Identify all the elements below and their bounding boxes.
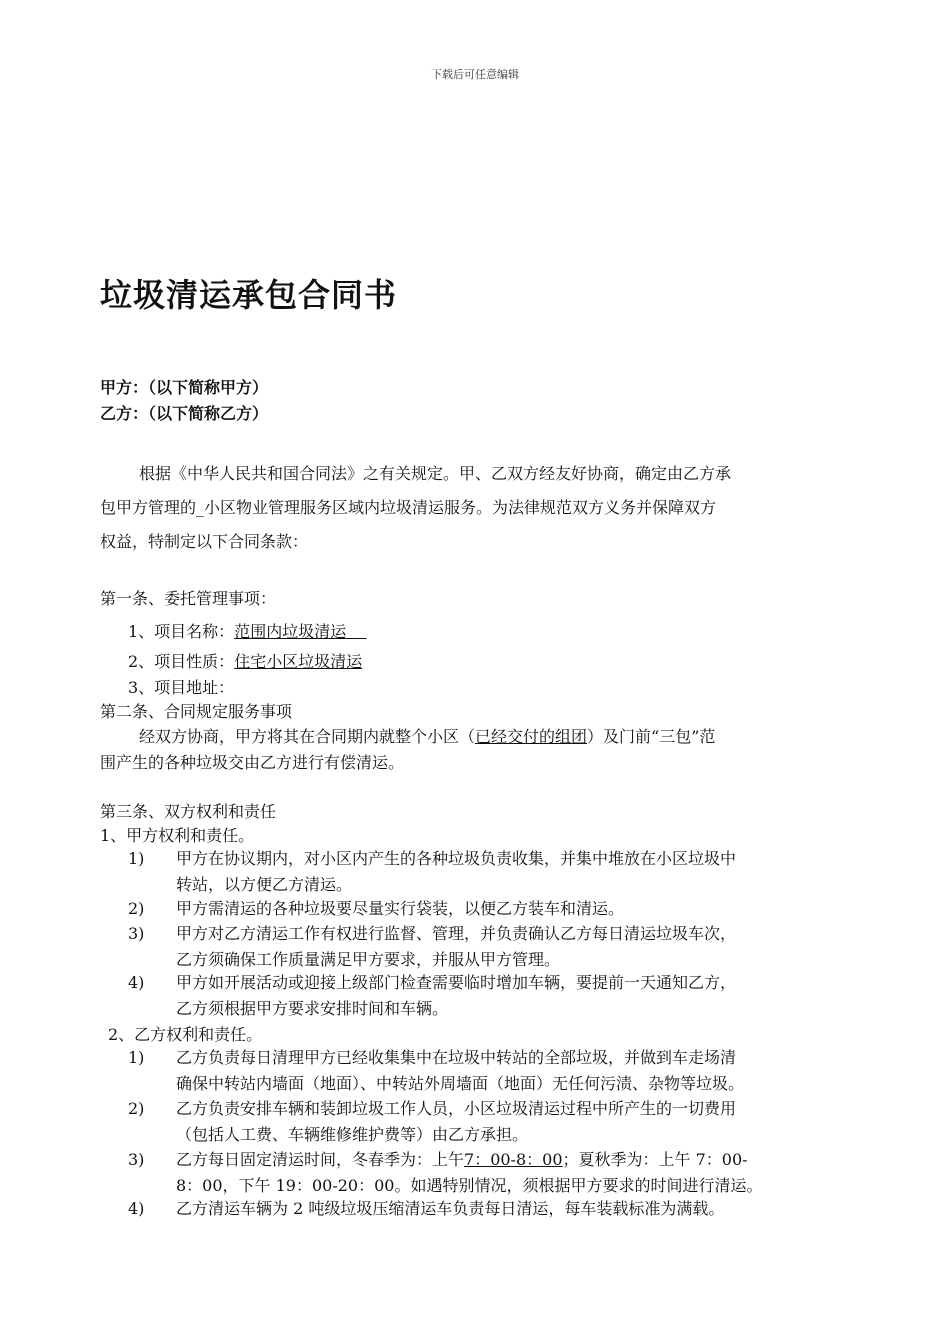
party-a-line: 甲方：（以下简称甲方）	[100, 378, 269, 397]
item-1-value: 范围内垃圾清运	[234, 622, 347, 641]
a-item-2: 甲方需清运的各种垃圾要尽量实行袋装，以便乙方装车和清运。	[176, 899, 625, 918]
winter-time-range: 7：00-8：00	[464, 1150, 563, 1169]
b-item-1-number: 1)	[128, 1048, 145, 1067]
b-item-2-number: 2)	[128, 1099, 145, 1118]
b-item-2: 乙方负责安排车辆和装卸垃圾工作人员，小区垃圾清运过程中所产生的一切费用 （包括人工费、车辆维修维护费等）由乙方承担。	[176, 1099, 737, 1144]
b-item-3-number: 3)	[128, 1150, 145, 1169]
intro-line-3: 权益，特制定以下合同条款：	[100, 532, 309, 551]
article-2-text-underlined: 已经交付的组团	[475, 727, 588, 746]
a-item-1-number: 1)	[128, 849, 145, 868]
party-b-line: 乙方：（以下简称乙方）	[100, 404, 269, 423]
item-1-label: 1、项目名称：	[128, 622, 235, 641]
intro-line-1: 根据《中华人民共和国合同法》之有关规定。甲、乙双方经友好协商，确定由乙方承	[139, 464, 732, 483]
a-item-3: 甲方对乙方清运工作有权进行监督、管理，并负责确认乙方每日清运垃圾车次， 乙方须确保工作质量满足甲方要求，并服从甲方管理。	[176, 924, 737, 969]
article-2-line-2: 围产生的各种垃圾交由乙方进行有偿清运。	[100, 753, 405, 772]
a-item-4: 甲方如开展活动或迎接上级部门检查需要临时增加车辆，要提前一天通知乙方， 乙方须根据甲方要求安排时间和车辆。	[176, 973, 737, 1018]
party-a-duties-heading: 1、甲方权利和责任。	[100, 826, 255, 845]
article-1-item-1	[128, 619, 367, 642]
b-item-3: 乙方每日固定清运时间，冬春季为：上午7：00-8：00；夏秋季为：上午 7：00- 8：00，下午 19：00-20：00。如遇特别情况，须根据甲方要求的时间进行清运。	[176, 1150, 763, 1195]
item-2-label: 2、项目性质：	[128, 652, 235, 671]
b-item-1: 乙方负责每日清理甲方已经收集集中在垃圾中转站的全部垃圾，并做到车走场清 确保中转站内墙面（地面）、中转站外周墙面（地面）无任何污渍、杂物等垃圾。	[176, 1048, 745, 1093]
article-2-text-post: ）及门前“三包”范	[587, 727, 716, 746]
a-item-2-number: 2)	[128, 899, 145, 918]
page-header-note: 下载后可任意编辑	[431, 68, 519, 81]
a-item-4-number: 4)	[128, 973, 145, 992]
item-2-value: 住宅小区垃圾清运	[234, 652, 363, 671]
article-1-item-2	[128, 649, 362, 672]
party-b-duties-heading: 2、乙方权利和责任。	[108, 1025, 263, 1044]
intro-line-2: 包甲方管理的_小区物业管理服务区域内垃圾清运服务。为法律规范双方义务并保障双方	[100, 498, 717, 517]
b-item-4-number: 4)	[128, 1199, 145, 1218]
document-title: 垃圾清运承包合同书	[100, 276, 398, 314]
article-2-line-1	[139, 724, 715, 747]
b-item-4: 乙方清运车辆为 2 吨级垃圾压缩清运车负责每日清运，每车装载标准为满载。	[176, 1199, 725, 1218]
a-item-3-number: 3)	[128, 924, 145, 943]
article-2-heading: 第二条、合同规定服务事项	[100, 702, 293, 721]
article-1-heading: 第一条、委托管理事项：	[100, 589, 277, 608]
a-item-1: 甲方在协议期内，对小区内产生的各种垃圾负责收集，并集中堆放在小区垃圾中 转站，以方便乙方清运。	[176, 849, 737, 894]
article-2-text-pre: 经双方协商，甲方将其在合同期内就整个小区（	[139, 727, 476, 746]
article-1-item-3: 3、项目地址：	[128, 678, 235, 697]
article-3-heading: 第三条、双方权利和责任	[100, 802, 277, 821]
